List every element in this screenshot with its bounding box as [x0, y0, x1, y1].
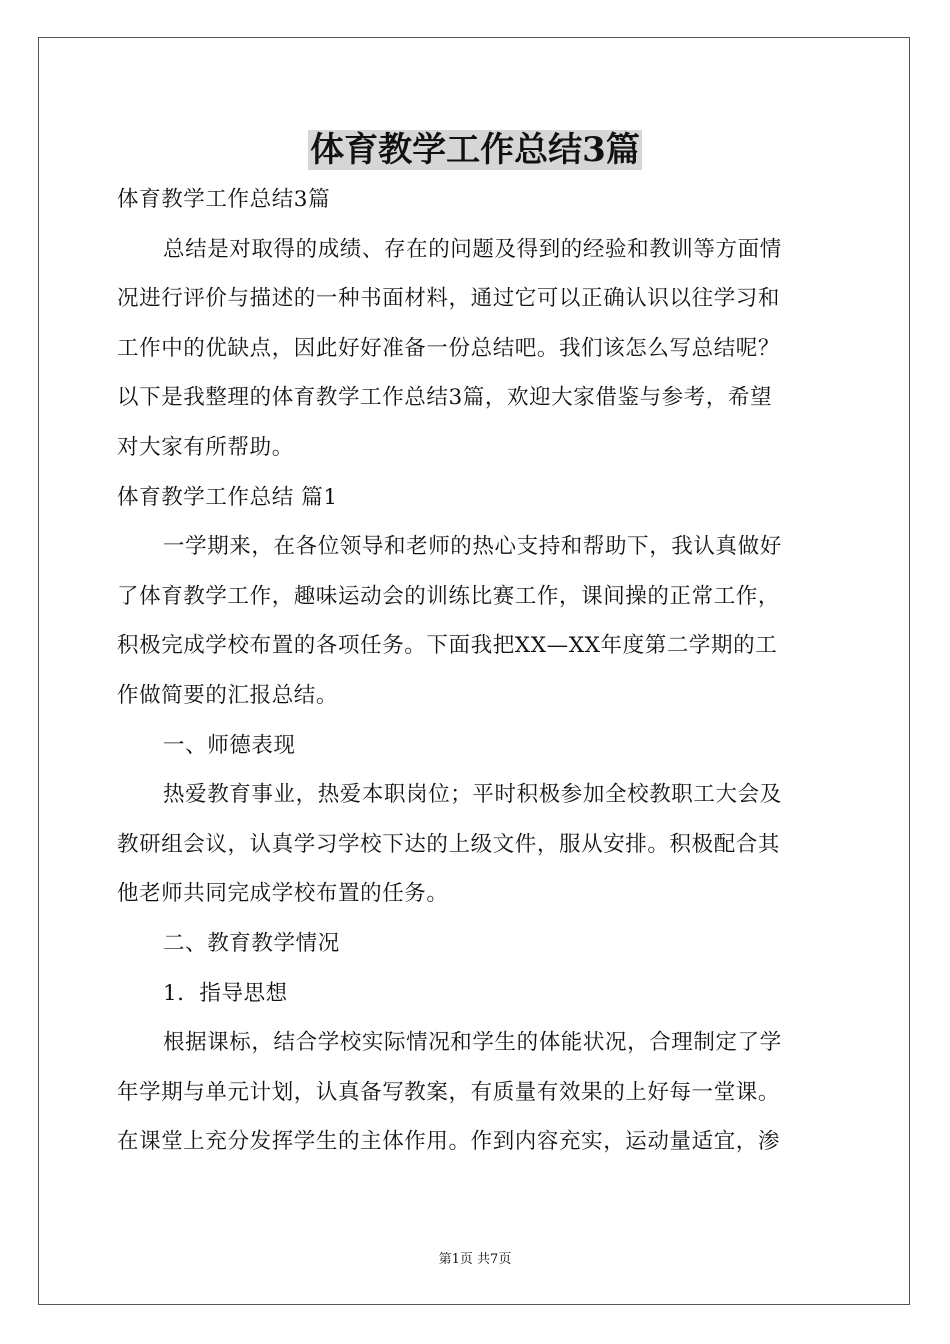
paragraph-line: 在课堂上充分发挥学生的主体作用。作到内容充实，运动量适宜，渗	[117, 1129, 781, 1154]
paragraph-line: 积极完成学校布置的各项任务。下面我把XX—XX年度第二学期的工	[117, 633, 778, 658]
paragraph-line: 况进行评价与描述的一种书面材料，通过它可以正确认识以往学习和	[117, 286, 781, 311]
paragraph-line: 总结是对取得的成绩、存在的问题及得到的经验和教训等方面情	[163, 237, 782, 262]
paragraph-line: 他老师共同完成学校布置的任务。	[117, 881, 449, 906]
paragraph-line: 了体育教学工作，趣味运动会的训练比赛工作，课间操的正常工作，	[117, 584, 781, 609]
subheading: 二、教育教学情况	[163, 931, 340, 956]
page-footer: 第1页 共7页	[438, 1252, 512, 1267]
subtitle-line: 体育教学工作总结3篇	[117, 187, 331, 212]
paragraph-line: 根据课标，结合学校实际情况和学生的体能状况，合理制定了学	[163, 1030, 782, 1055]
section-heading: 体育教学工作总结 篇1	[117, 485, 338, 510]
page-border	[38, 37, 910, 1305]
paragraph-line: 热爱教育事业，热爱本职岗位；平时积极参加全校教职工大会及	[163, 782, 782, 807]
paragraph-line: 一学期来，在各位领导和老师的热心支持和帮助下，我认真做好	[163, 534, 782, 559]
document-title: 体育教学工作总结3篇	[310, 130, 640, 170]
subheading: 1．指导思想	[163, 981, 288, 1006]
subheading: 一、师德表现	[163, 733, 296, 758]
paragraph-line: 作做简要的汇报总结。	[117, 683, 339, 708]
paragraph-line: 年学期与单元计划，认真备写教案，有质量有效果的上好每一堂课。	[117, 1080, 781, 1105]
paragraph-line: 以下是我整理的体育教学工作总结3篇，欢迎大家借鉴与参考，希望	[117, 385, 773, 410]
paragraph-line: 工作中的优缺点，因此好好准备一份总结吧。我们该怎么写总结呢？	[117, 336, 781, 361]
paragraph-line: 对大家有所帮助。	[117, 435, 294, 460]
paragraph-line: 教研组会议，认真学习学校下达的上级文件，服从安排。积极配合其	[117, 832, 781, 857]
